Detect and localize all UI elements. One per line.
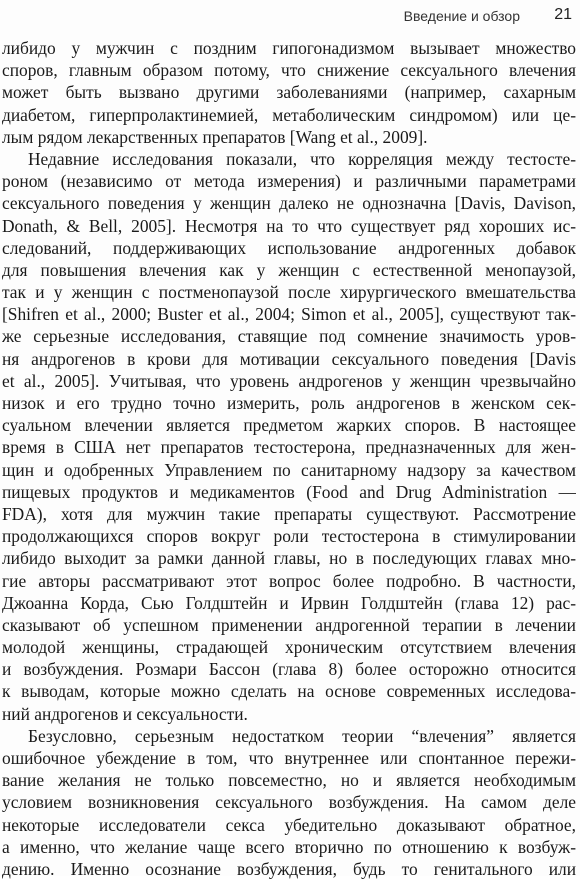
text-line: пищевых продуктов и медикаментов (Food and Drug Administration — <box>2 481 576 502</box>
text-line: щин и одобренных Управлением по санитарному надзору за качеством <box>2 459 576 480</box>
text-line: продолжающихся споров вокруг роли тестостерона в стимулировании <box>2 526 576 547</box>
page-number: 21 <box>554 6 572 23</box>
text-line: же серьезные исследования, ставящие под сомнение значимость уров- <box>2 326 576 347</box>
text-line: вание желания не только повсеместно, но и является необходимым <box>2 770 576 791</box>
text-line: суальном влечении является предметом жарких споров. В настоящее <box>2 415 576 436</box>
text-line: к выводам, которые можно сделать на основе современных исследова- <box>2 681 576 702</box>
text-line: лым рядом лекарственных препаратов [Wang et al., 2009]. <box>2 126 428 147</box>
text-line: низок и его трудно точно измерить, роль андрогенов в женском сек- <box>2 393 576 413</box>
text-line: условием возникновения сексуального возбуждения. На самом деле <box>2 792 576 813</box>
text-line: а именно, что желание чаще всего вторично по отношению к возбуж- <box>2 836 576 857</box>
text-line: Джоанна Корда, Сью Голдштейн и Ирвин Голдштейн (глава 12) рас- <box>2 592 576 613</box>
text-line: дению. Именно осознание возбуждения, будь то генитального или <box>2 858 576 879</box>
text-line: ний андрогенов и сексуальности. <box>2 703 248 724</box>
text-line: [Shifren et al., 2000; Buster et al., 2004; Simon et al., 2005], существуют так- <box>2 304 576 325</box>
text-line: либидо у мужчин с поздним гипогонадизмом вызывает множество <box>2 38 576 58</box>
text-line: Недавние исследования показали, что корреляция между тестосте- <box>28 148 576 169</box>
paragraph-1 <box>2 37 576 148</box>
text-line: сказывают об успешном применении андрогенной терапии в лечении <box>2 614 576 635</box>
text-line: гие авторы рассматривают этот вопрос более подробно. В частности, <box>2 570 576 591</box>
paragraph-3 <box>2 725 576 880</box>
text-line: Donath, & Bell, 2005]. Несмотря на то что существует ряд хороших ис- <box>2 215 576 236</box>
text-line: может быть вызвано другими заболеваниями (например, сахарным <box>2 82 576 103</box>
text-line: так и у женщин с постменопаузой после хирургического вмешательства <box>2 282 576 303</box>
text-line: следований, поддерживающих использование андрогенных добавок <box>2 237 576 258</box>
text-line: некоторые исследователи секса убедительно доказывают обратное, <box>2 814 576 835</box>
text-line: ошибочное убеждение в том, что внутреннее или спонтанное пережи- <box>2 748 576 768</box>
body-text <box>2 37 576 880</box>
text-line: споров, главным образом потому, что снижение сексуального влечения <box>2 60 576 81</box>
text-line: Безусловно, серьезным недостатком теории “влечения” является <box>28 725 576 746</box>
text-line: роном (независимо от метода измерения) и различными параметрами <box>2 171 576 192</box>
paragraph-2 <box>2 148 576 725</box>
running-header <box>0 4 580 30</box>
text-line: сексуального поведения у женщин далеко не однозначна [Davis, Davison, <box>2 193 576 214</box>
text-line: для повышения влечения как у женщин с естественной менопаузой, <box>2 259 576 280</box>
text-line: FDA), хотя для мужчин такие препараты существуют. Рассмотрение <box>2 503 576 524</box>
text-line: молодой женщины, страдающей хроническим отсутствием влечения <box>2 637 576 658</box>
text-line: время в США нет препаратов тестостерона, предназначенных для жен- <box>2 437 576 458</box>
text-line: и возбуждения. Розмари Бассон (глава 8) более осторожно относится <box>2 659 576 680</box>
chapter-title: Введение и обзор <box>403 8 520 24</box>
text-line: либидо выходит за рамки данной главы, но в последующих главах мно- <box>2 548 576 569</box>
text-line: диабетом, гиперпролактинемией, метаболическим синдромом) или це- <box>2 104 576 125</box>
text-line: et al., 2005]. Учитывая, что уровень андрогенов у женщин чрезвычайно <box>2 370 576 391</box>
text-line: ня андрогенов в крови для мотивации сексуального поведения [Davis <box>2 348 576 369</box>
